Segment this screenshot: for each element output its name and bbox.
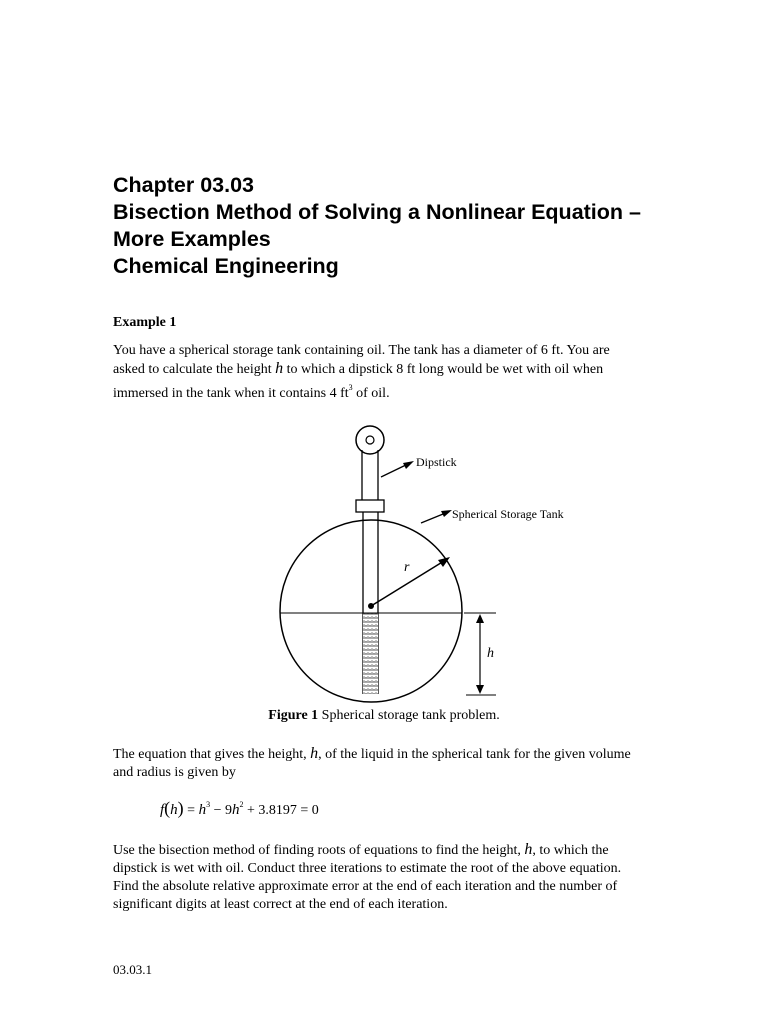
variable-h: h (310, 745, 319, 762)
intro-line-2: and radius is given by (113, 765, 236, 780)
chapter-subject: Chemical Engineering (113, 254, 339, 278)
chapter-title-line-1: Bisection Method of Solving a Nonlinear Equation – (113, 200, 641, 224)
h-arrow-down (476, 685, 484, 694)
eq-var-h: h (170, 802, 178, 818)
eq-exp-3: 3 (206, 800, 211, 809)
variable-h: h (275, 360, 284, 377)
spherical-tank-figure (240, 420, 600, 710)
problem-text: immersed in the tank when it contains 4 ft (113, 386, 349, 401)
task-text: , to which the (532, 843, 609, 858)
intro-text: The equation that gives the height, (113, 747, 311, 762)
problem-line-1: You have a spherical storage tank containing oil. The tank has a diameter of 6 ft. You are (113, 343, 610, 358)
h-arrow-up (476, 614, 484, 623)
problem-statement (113, 342, 673, 403)
problem-line-3 (113, 379, 673, 403)
figure-caption-label: Figure 1 (268, 708, 319, 723)
chapter-title-line-2: More Examples (113, 227, 271, 251)
problem-line-2 (113, 360, 673, 379)
eq-constant: + 3.8197 = 0 (243, 803, 319, 818)
eq-equals: = (183, 803, 199, 818)
intro-text: , of the liquid in the spherical tank for the given volume (318, 747, 631, 762)
chapter-number: Chapter 03.03 (113, 173, 255, 197)
tank-label: Spherical Storage Tank (452, 507, 564, 521)
dipstick-pointer-head (403, 461, 414, 469)
eq-h-squared: h (231, 802, 240, 818)
figure-caption (0, 708, 768, 724)
figure-caption-text: Spherical storage tank problem. (318, 708, 500, 723)
chapter-title (113, 172, 641, 280)
dipstick-ring (356, 426, 384, 454)
task-line-4: significant digits at least correct at the end of each iteration. (113, 897, 448, 912)
variable-h: h (524, 841, 533, 858)
eq-paren-left: ( (164, 798, 171, 818)
eq-exp-2: 2 (239, 800, 244, 809)
page-number: 03.03.1 (113, 962, 152, 977)
height-label: h (487, 646, 494, 661)
task-text: Use the bisection method of finding roots of equations to find the height, (113, 843, 525, 858)
dipstick-label: Dipstick (416, 455, 457, 469)
problem-text: of oil. (352, 386, 390, 401)
problem-text: asked to calculate the height (113, 362, 276, 377)
wet-dipstick-portion (363, 613, 378, 694)
equation-intro (113, 745, 673, 782)
example-heading: Example 1 (113, 315, 177, 330)
task-line-2: dipstick is wet with oil. Conduct three iterations to estimate the root of the above equation. (113, 861, 622, 876)
eq-function: f (160, 802, 165, 818)
task-line-3: Find the absolute relative approximate error at the end of each iteration and the number of (113, 879, 618, 894)
radius-label: r (404, 560, 410, 575)
dipstick-collar (356, 500, 384, 512)
task-statement (113, 841, 673, 914)
problem-text: to which a dipstick 8 ft long would be wet with oil when (283, 362, 604, 377)
dipstick-shaft-upper (362, 450, 378, 500)
equation (160, 798, 319, 819)
eq-h-cubed: h (198, 802, 207, 818)
eq-minus-term: − 9 (210, 803, 232, 818)
tank-pointer-head (441, 510, 452, 517)
task-line-1 (113, 841, 673, 860)
superscript-3: 3 (348, 383, 353, 392)
eq-paren-right: ) (177, 798, 184, 818)
dipstick-hole (366, 436, 374, 444)
intro-line-1 (113, 745, 673, 764)
